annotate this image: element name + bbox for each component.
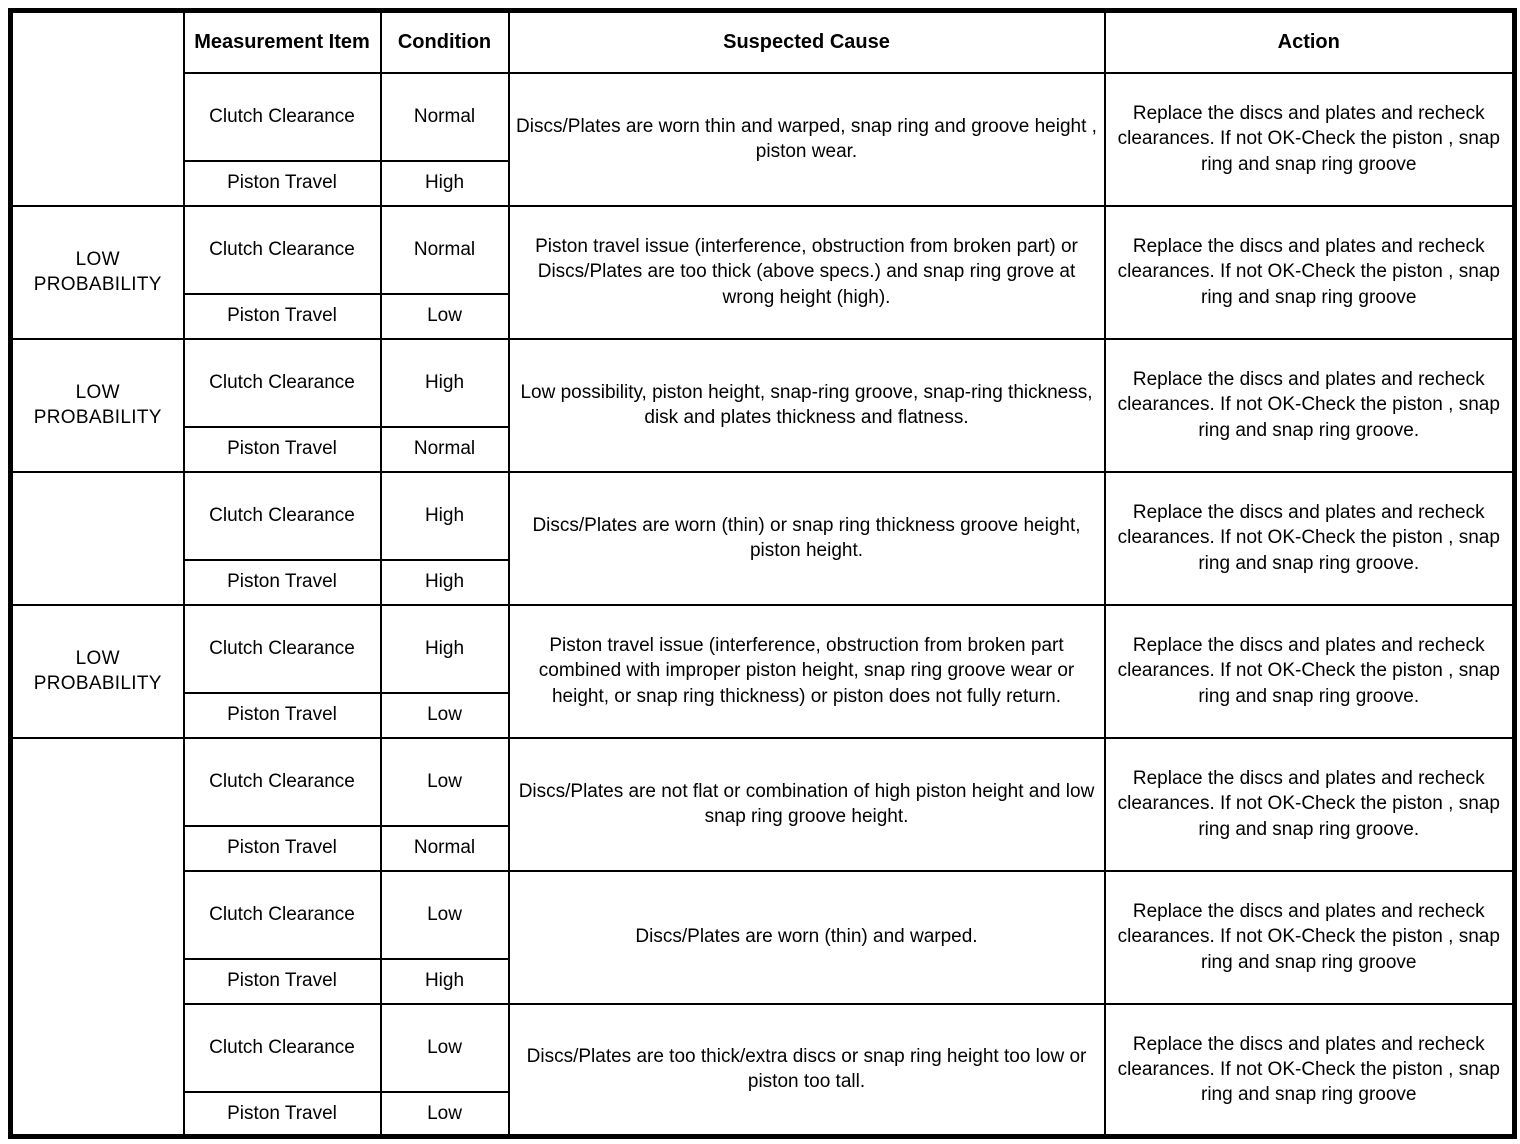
action-cell: Replace the discs and plates and recheck clearances. If not OK-Check the piston , snap ring and snap ring groove. (1105, 472, 1515, 605)
action-cell: Replace the discs and plates and recheck clearances. If not OK-Check the piston , snap ring and snap ring groove (1105, 206, 1515, 339)
measurement-item-cell: Piston Travel (184, 294, 381, 339)
troubleshooting-table (8, 8, 1517, 1139)
suspected-cause-cell: Piston travel issue (interference, obstruction from broken part) or Discs/Plates are too thick (above specs.) and snap ring grove at wrong height (high). (509, 206, 1105, 339)
probability-cell-group-5: LOW PROBABILITY (11, 605, 184, 738)
condition-cell: Low (381, 1092, 509, 1137)
table-row (11, 1004, 1515, 1092)
measurement-item-cell: Piston Travel (184, 560, 381, 605)
measurement-item-cell: Clutch Clearance (184, 871, 381, 959)
measurement-item-cell: Clutch Clearance (184, 206, 381, 294)
suspected-cause-cell: Discs/Plates are worn (thin) and warped. (509, 871, 1105, 1004)
table-row (11, 339, 1515, 427)
action-cell: Replace the discs and plates and recheck clearances. If not OK-Check the piston , snap ring and snap ring groove. (1105, 605, 1515, 738)
measurement-item-cell: Clutch Clearance (184, 339, 381, 427)
condition-cell: High (381, 161, 509, 206)
probability-cell-group-2: LOW PROBABILITY (11, 206, 184, 339)
measurement-item-cell: Clutch Clearance (184, 1004, 381, 1092)
table-row (11, 472, 1515, 560)
measurement-item-cell: Piston Travel (184, 427, 381, 472)
condition-cell: High (381, 605, 509, 693)
condition-cell: Low (381, 294, 509, 339)
measurement-item-cell: Piston Travel (184, 693, 381, 738)
probability-cell-group-6-8 (11, 738, 184, 1137)
action-cell: Replace the discs and plates and recheck clearances. If not OK-Check the piston , snap ring and snap ring groove. (1105, 339, 1515, 472)
condition-cell: High (381, 339, 509, 427)
measurement-item-cell: Piston Travel (184, 959, 381, 1004)
condition-cell: Normal (381, 206, 509, 294)
action-cell: Replace the discs and plates and recheck clearances. If not OK-Check the piston , snap ring and snap ring groove (1105, 73, 1515, 206)
probability-cell-group-4 (11, 472, 184, 605)
suspected-cause-cell: Discs/Plates are worn thin and warped, snap ring and groove height , piston wear. (509, 73, 1105, 206)
suspected-cause-cell: Discs/Plates are not flat or combination of high piston height and low snap ring groove height. (509, 738, 1105, 871)
measurement-item-cell: Piston Travel (184, 826, 381, 871)
table-row (11, 206, 1515, 294)
action-cell: Replace the discs and plates and recheck clearances. If not OK-Check the piston , snap ring and snap ring groove. (1105, 738, 1515, 871)
measurement-item-cell: Clutch Clearance (184, 73, 381, 161)
table-row (11, 738, 1515, 826)
measurement-item-cell: Clutch Clearance (184, 472, 381, 560)
measurement-item-cell: Clutch Clearance (184, 605, 381, 693)
col-header-suspected-cause: Suspected Cause (509, 11, 1105, 73)
condition-cell: Normal (381, 826, 509, 871)
action-cell: Replace the discs and plates and recheck clearances. If not OK-Check the piston , snap ring and snap ring groove (1105, 871, 1515, 1004)
table-row (11, 605, 1515, 693)
condition-cell: Normal (381, 427, 509, 472)
probability-cell-group-3: LOW PROBABILITY (11, 339, 184, 472)
measurement-item-cell: Piston Travel (184, 1092, 381, 1137)
table-row (11, 871, 1515, 959)
condition-cell: Low (381, 1004, 509, 1092)
condition-cell: Normal (381, 73, 509, 161)
suspected-cause-cell: Piston travel issue (interference, obstruction from broken part combined with improper piston height, snap ring groove wear or height, or snap ring thickness) or piston does not fully return. (509, 605, 1105, 738)
header-row (11, 11, 1515, 73)
col-header-measurement-item: Measurement Item (184, 11, 381, 73)
suspected-cause-cell: Discs/Plates are worn (thin) or snap ring thickness groove height, piston height. (509, 472, 1105, 605)
condition-cell: High (381, 472, 509, 560)
condition-cell: High (381, 560, 509, 605)
condition-cell: High (381, 959, 509, 1004)
col-header-condition: Condition (381, 11, 509, 73)
condition-cell: Low (381, 871, 509, 959)
measurement-item-cell: Clutch Clearance (184, 738, 381, 826)
condition-cell: Low (381, 738, 509, 826)
condition-cell: Low (381, 693, 509, 738)
probability-cell-group-1 (11, 11, 184, 206)
action-cell: Replace the discs and plates and recheck clearances. If not OK-Check the piston , snap ring and snap ring groove (1105, 1004, 1515, 1137)
measurement-item-cell: Piston Travel (184, 161, 381, 206)
table-row (11, 73, 1515, 161)
col-header-action: Action (1105, 11, 1515, 73)
suspected-cause-cell: Low possibility, piston height, snap-ring groove, snap-ring thickness, disk and plates thickness and flatness. (509, 339, 1105, 472)
suspected-cause-cell: Discs/Plates are too thick/extra discs or snap ring height too low or piston too tall. (509, 1004, 1105, 1137)
